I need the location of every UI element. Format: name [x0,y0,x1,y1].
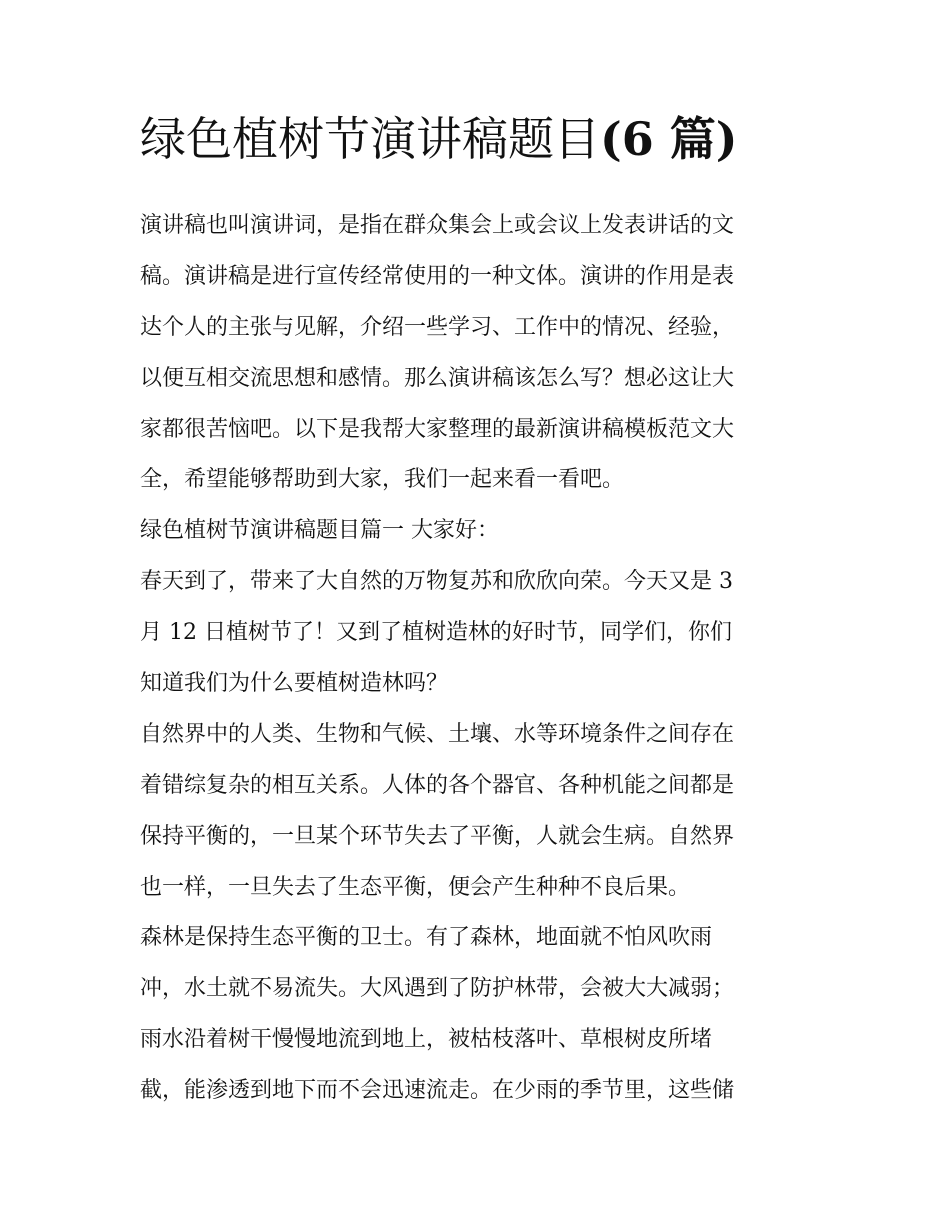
text-line: 也一样，一旦失去了生态平衡，便会产生种种不良后果。 [140,874,691,900]
text-line: 自然界中的人类、生物和气候、土壤、水等环境条件之间存在 [140,721,735,747]
text-line: 着错综复杂的相互关系。人体的各个器官、各种机能之间都是 [140,772,735,798]
section-heading-line: 绿色植树节演讲稿题目篇一 大家好： [140,518,499,544]
text-line: 家都很苦恼吧。以下是我帮大家整理的最新演讲稿模板范文大 [140,416,735,442]
text-line: 演讲稿也叫演讲词，是指在群众集会上或会议上发表讲话的文 [140,213,735,238]
text-line: 冲，水土就不易流失。大风遇到了防护林带，会被大大减弱； [140,976,735,1002]
title-suffix: (6 篇) [600,112,738,166]
text-line: 雨水沿着树干慢慢地流到地上，被枯枝落叶、草根树皮所堵 [140,1027,713,1053]
text-line: 保持平衡的，一旦某个环节失去了平衡，人就会生病。自然界 [140,823,735,849]
text-line: 月 12 日植树节了！又到了植树造林的好时节，同学们，你们 [140,620,732,646]
text-line: 全，希望能够帮助到大家，我们一起来看一看吧。 [140,467,625,493]
text-line: 以便互相交流思想和感情。那么演讲稿该怎么写？想必这让大 [140,365,735,391]
text-line: 截，能渗透到地下而不会迅速流走。在少雨的季节里，这些储 [140,1078,735,1104]
text-line: 知道我们为什么要植树造林吗？ [140,671,449,697]
text-line: 森林是保持生态平衡的卫士。有了森林，地面就不怕风吹雨 [140,925,713,951]
document-title [140,112,738,167]
text-line: 达个人的主张与见解，介绍一些学习、工作中的情况、经验， [140,314,735,340]
document-body [140,201,812,1117]
text-line: 稿。演讲稿是进行宣传经常使用的一种文体。演讲的作用是表 [140,263,735,289]
text-line: 春天到了，带来了大自然的万物复苏和欣欣向荣。今天又是 3 [140,569,733,595]
title-main: 绿色植树节演讲稿题目 [140,112,600,166]
